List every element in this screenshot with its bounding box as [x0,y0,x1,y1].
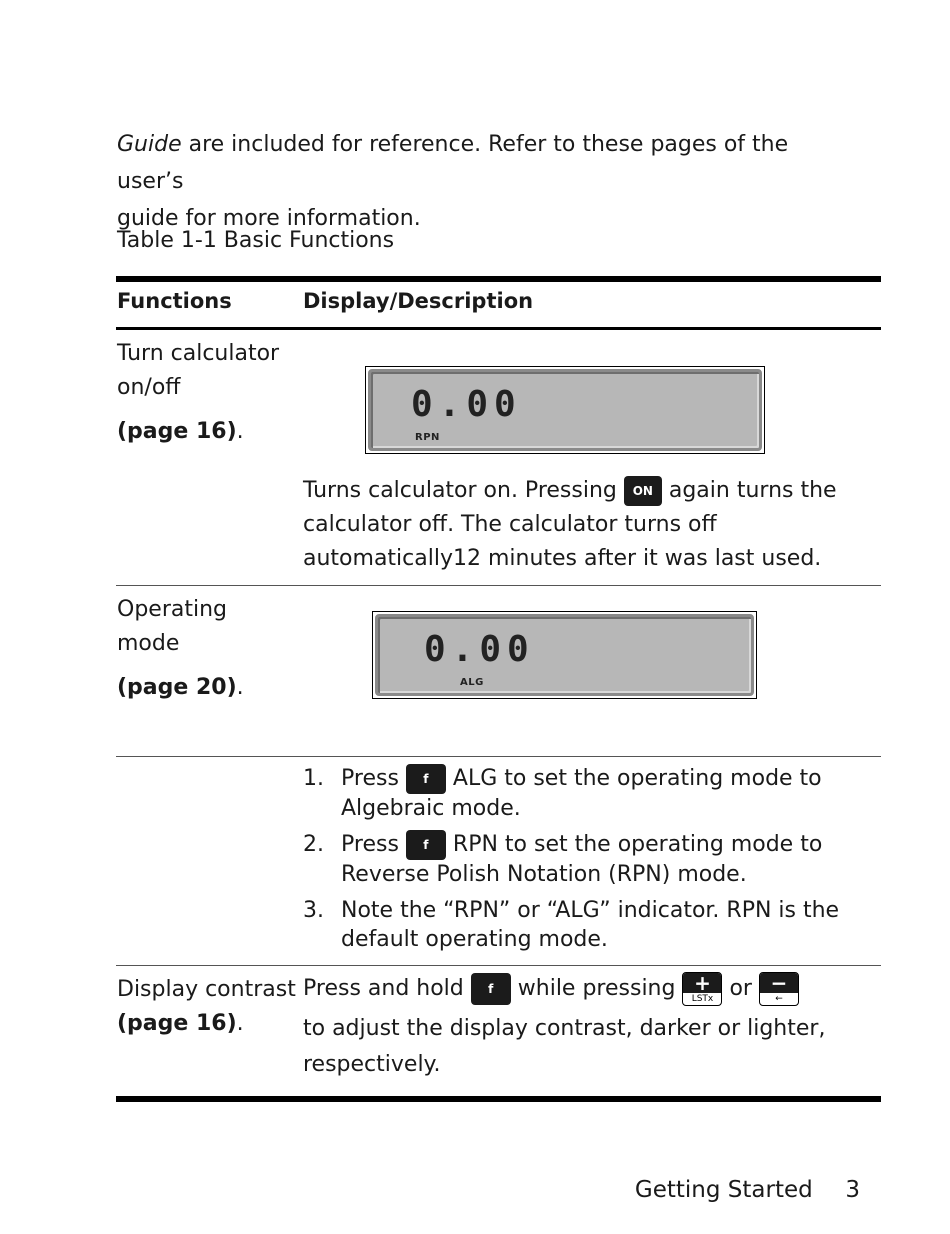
page-number: 3 [845,1177,860,1203]
row1-desc-l2: calculator off. The calculator turns off [303,512,717,537]
row-divider [116,585,881,586]
row1-func-l1: Turn calculator [117,341,280,366]
row-divider [116,965,881,966]
table-top-rule [116,276,881,282]
row1-desc-b: again turns the [668,478,837,503]
row2-function [117,593,244,705]
table-bottom-rule [116,1096,881,1102]
header-rule [116,327,881,330]
on-key-icon: ON [624,476,662,506]
row2-func-l1: Operating [117,597,227,622]
row1-desc-l3: automatically12 minutes after it was last used. [303,546,822,571]
plus-key-icon: + LSTx [682,972,722,1006]
footer-section: Getting Started [634,1177,813,1203]
row1-page-ref: (page 16) [117,419,237,444]
intro-italic: Guide [117,132,182,157]
mode-steps-list: 1. Press f ALG to set the operating mode to Algebraic mode. 2. Press f RPN to set the operating mode to Reverse Polish Notation (RPN) mode. 3. Note the “RPN” or “ALG” indicator. RPN is the default operating mode. [303,766,840,952]
row1-desc-a: Turns calculator on. Pressing [303,478,617,503]
lcd-annunciator: ALG [460,677,484,688]
header-functions: Functions [117,289,232,313]
f-key-icon: f [406,830,446,860]
page-footer [635,1177,860,1203]
lcd-value: 0.00 [411,384,522,425]
row-divider [116,756,881,757]
lcd-annunciator: RPN [415,432,440,443]
row4-description [303,971,873,1083]
f-key-icon: f [406,764,446,794]
header-description: Display/Description [303,289,534,313]
row1-func-l2: on/off [117,375,181,400]
table-caption: Table 1-1 Basic Functions [117,228,395,253]
lcd-value: 0.00 [424,629,535,670]
intro-text-1: are included for reference. Refer to these pages of the user’s [117,132,789,194]
row1-function [117,337,279,449]
intro-paragraph [117,126,857,237]
row4-desc-l3: respectively. [303,1052,441,1077]
row4-desc-l2: to adjust the display contrast, darker or lighter, [303,1016,826,1041]
row4-desc-or: or [729,976,752,1001]
row2-page-ref: (page 20) [117,675,237,700]
row4-function [117,973,296,1041]
row4-desc-b: while pressing [517,976,676,1001]
row4-page-punct: . [236,1011,244,1036]
row4-func: Display contrast [117,977,296,1002]
lcd-display-rpn [365,366,765,454]
row1-description [303,474,863,576]
row4-desc-a: Press and hold [303,976,464,1001]
lcd-display-alg [372,611,757,699]
f-key-icon: f [471,973,511,1005]
intro-text-2: guide for more information. [117,206,421,231]
row1-page-punct: . [236,419,244,444]
row2-page-punct: . [236,675,244,700]
minus-key-icon: − ← [759,972,799,1006]
row4-page-ref: (page 16) [117,1011,237,1036]
row2-func-l2: mode [117,631,180,656]
